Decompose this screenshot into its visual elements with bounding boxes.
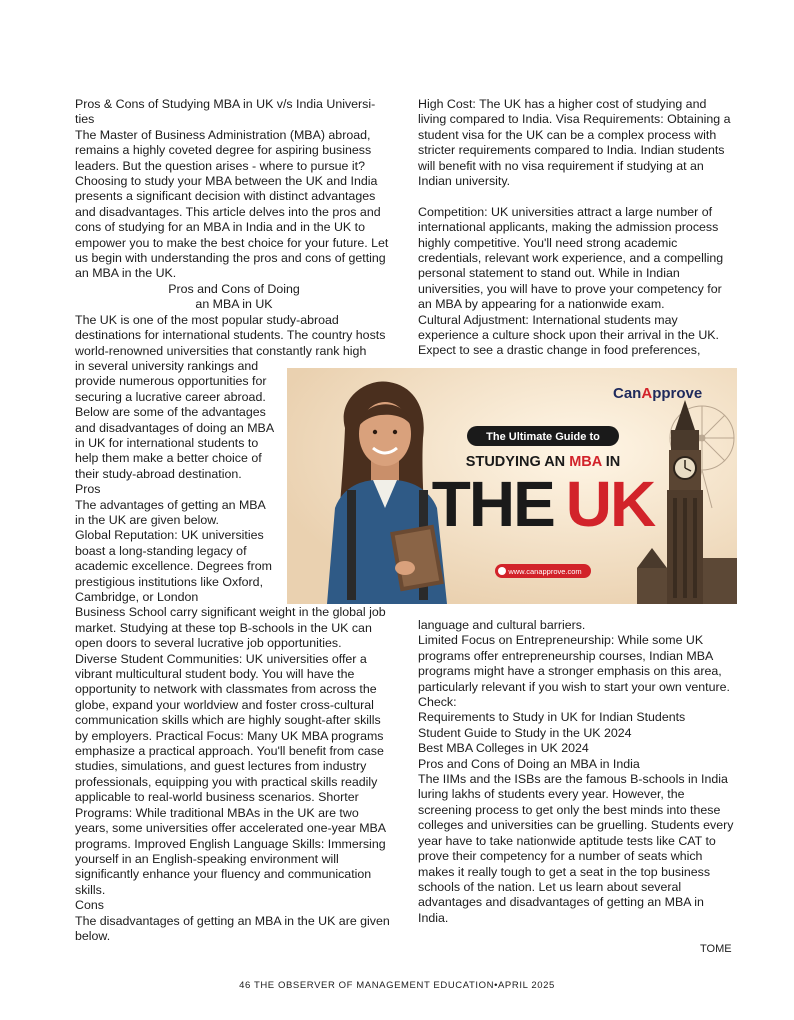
cultural-paragraph: Cultural Adjustment: International students may experience a culture shock upon their arrival in the UK. Expect to see a drastic change in food preferences, bbox=[418, 312, 719, 358]
right-column-top bbox=[418, 97, 736, 359]
india-heading: Pros and Cons of Doing an MBA in India bbox=[418, 756, 640, 771]
cultural-continued: language and cultural barriers. bbox=[418, 618, 586, 632]
guide-label: The Ultimate Guide to bbox=[486, 431, 600, 443]
uk-paragraph-narrow: in several university rankings and provide numerous opportunities for securing a lucrative career abroad. Below are some of the advantages and disadvantages of doing an MBA in UK for international students to help them make a better choice of their study-abroad destination. bbox=[75, 358, 274, 481]
sign-off: TOME bbox=[700, 943, 732, 955]
intro-paragraph: The Master of Business Administration (MBA) abroad, remains a highly coveted degree for aspiring business leaders. But the question arises - where to pursue it? Choosing to study your MBA between the UK and India presents a significant decision with distinct advantages and disadvantages. This article delves into the pros and cons of studying for an MBA in India and in the UK to empower you to make the best choice for your future. Let us begin with understanding the pros and cons of getting an MBA in the UK. bbox=[75, 127, 389, 281]
hero-banner-image bbox=[287, 368, 737, 604]
entrepreneurship-paragraph: Limited Focus on Entrepreneurship: While some UK programs offer entrepreneurship courses, Indian MBA programs might have a stronger emphasis on this area, particularly relevant if you wish to start your own venture. bbox=[418, 633, 730, 694]
competition-paragraph: Competition: UK universities attract a large number of international applicants, making the admission process highly competitive. You'll need strong academic credentials, relevant work experience, and a compelling personal statement to stand out. While in Indian universities, you will have to prove your competency for an MBA by appearing for a nationwide exam. bbox=[418, 204, 724, 312]
section-heading: Pros and Cons of Doing an MBA in UK bbox=[168, 281, 300, 312]
cons-heading: Cons bbox=[75, 898, 104, 913]
url-label: www.canapprove.com bbox=[508, 567, 582, 576]
uk-paragraph-full: The UK is one of the most popular study-abroad destinations for international students. The country hosts world-renowned universities that constantly rank high bbox=[75, 312, 386, 358]
cons-intro: The disadvantages of getting an MBA in the UK are given below. bbox=[75, 913, 390, 943]
related-link-1[interactable]: Requirements to Study in UK for Indian Students bbox=[418, 710, 686, 725]
page-footer: 46 THE OBSERVER OF MANAGEMENT EDUCATION•APRIL 2025 bbox=[239, 980, 555, 991]
global-reputation-narrow: Global Reputation: UK universities boast a long-standing legacy of academic excellence. Degrees from prestigious institutions like Oxford, Cambridge, or London bbox=[75, 528, 272, 604]
svg-text:CanApprove: CanApprove bbox=[613, 385, 703, 402]
diverse-paragraph: Diverse Student Communities: UK universities offer a vibrant multicultural student body. You will have the opportunity to network with classmates from across the globe, expand your worldview and foster cross-cultural communication skills which are highly sought-after skills by employers. Practical Focus: Many UK MBA programs emphasize a practical approach. You'll benefit from case studies, simulations, and guest lectures from industry professionals, equipping you with practical skills readily applicable to real-world business scenarios. Shorter Programs: While traditional MBAs in the UK are two years, some universities offer accelerated one-year MBA programs. Improved English Language Skills: Immersing yourself in an English-speaking environment will significantly enhance your fluency and communication skills. bbox=[75, 651, 386, 897]
global-reputation-full: Business School carry significant weight in the global job market. Studying at these top B-schools in the UK can open doors to several lucrative job opportunities. bbox=[75, 605, 386, 651]
pros-intro: The advantages of getting an MBA in the UK are given below. bbox=[75, 497, 266, 527]
article-title: Pros & Cons of Studying MBA in UK v/s India Universi- ties bbox=[75, 97, 376, 127]
canapprove-logo-icon bbox=[613, 385, 702, 402]
right-column-bottom bbox=[418, 618, 736, 926]
hero-illustration bbox=[287, 368, 737, 604]
india-paragraph: The IIMs and the ISBs are the famous B-schools in India luring lakhs of students every year. However, the screening process to get only the best minds into these colleges and universities can be gruelling. Students every year have to take nationwide aptitude tests like CAT to prove their competency for a number of seats which makes it really tough to get a seat in the top business schools of the nation. Let us learn about several advantages and disadvantages of getting an MBA in India. bbox=[418, 772, 734, 925]
check-label: Check: bbox=[418, 695, 457, 710]
big-title: THE UK bbox=[431, 468, 655, 540]
headline: STUDYING AN MBA IN bbox=[465, 454, 621, 470]
pros-heading: Pros bbox=[75, 482, 101, 497]
related-link-2[interactable]: Student Guide to Study in the UK 2024 bbox=[418, 725, 632, 740]
high-cost-paragraph: High Cost: The UK has a higher cost of studying and living compared to India. Visa Requirements: Obtaining a student visa for the UK can be a complex process with stricter requirements compared to India. Indian students will benefit with no visa requirement if studying at an Indian university. bbox=[418, 97, 731, 189]
related-link-3[interactable]: Best MBA Colleges in UK 2024 bbox=[418, 741, 589, 756]
